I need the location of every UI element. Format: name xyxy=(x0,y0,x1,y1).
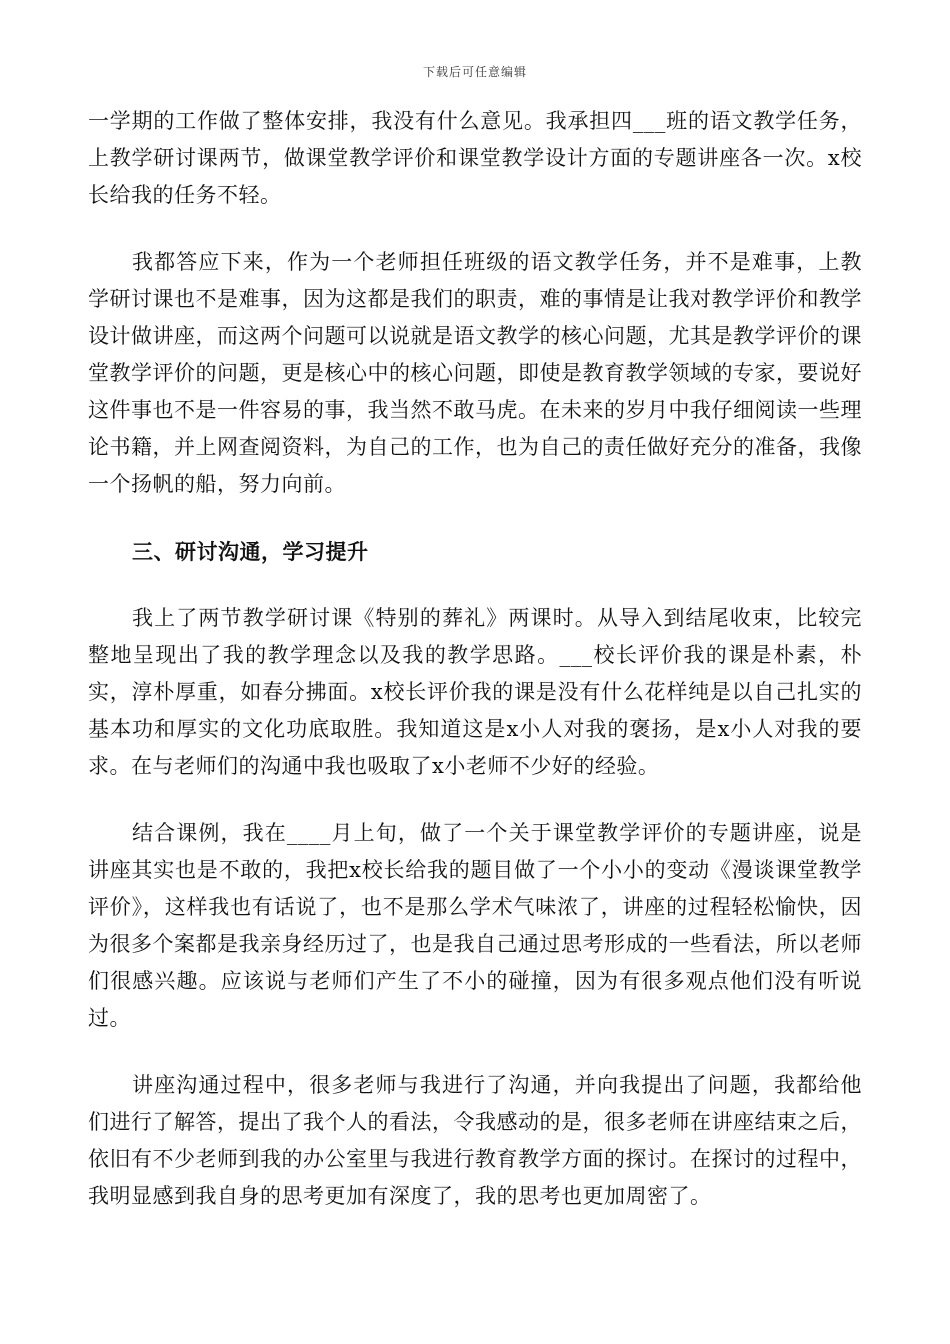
document-body xyxy=(88,103,862,1215)
paragraph: 结合课例，我在____月上旬，做了一个关于课堂教学评价的专题讲座，说是讲座其实也是不敢的，我把x校长给我的题目做了一个小小的变动《漫谈课堂教学评价》，这样我也有话说了，也不是那么学术气味浓了，讲座的过程轻松愉快，因为很多个案都是我亲身经历过了，也是我自己通过思考形成的一些看法，所以老师们很感兴趣。应该说与老师们产生了不小的碰撞，因为有很多观点他们没有听说过。 xyxy=(88,821,862,1030)
paragraph: 讲座沟通过程中，很多老师与我进行了沟通，并向我提出了问题，我都给他们进行了解答，提出了我个人的看法，令我感动的是，很多老师在讲座结束之后，依旧有不少老师到我的办公室里与我进行教育教学方面的探讨。在探讨的过程中，我明显感到我自身的思考更加有深度了，我的思考也更加周密了。 xyxy=(88,1073,862,1208)
paragraph: 我上了两节教学研讨课《特别的葬礼》两课时。从导入到结尾收束，比较完整地呈现出了我的教学理念以及我的教学思路。___校长评价我的课是朴素，朴实，淳朴厚重，如春分拂面。x校长评价我的课是没有什么花样纯是以自己扎实的基本功和厚实的文化功底取胜。我知道这是x小人对我的褒扬，是x小人对我的要求。在与老师们的沟通中我也吸取了x小老师不少好的经验。 xyxy=(88,606,862,778)
paragraph-continuation: 一学期的工作做了整体安排，我没有什么意见。我承担四___班的语文教学任务，上教学研讨课两节，做课堂教学评价和课堂教学设计方面的专题讲座各一次。x校长给我的任务不轻。 xyxy=(88,109,862,207)
page-header: 下载后可任意编辑 xyxy=(422,65,527,79)
paragraph: 我都答应下来，作为一个老师担任班级的语文教学任务，并不是难事，上教学研讨课也不是难事，因为这都是我们的职责，难的事情是让我对教学评价和教学设计做讲座，而这两个问题可以说就是语文教学的核心问题，尤其是教学评价的课堂教学评价的问题，更是核心中的核心问题，即使是教育教学领域的专家，要说好这件事也不是一件容易的事，我当然不敢马虎。在未来的岁月中我仔细阅读一些理论书籍，并上网查阅资料，为自己的工作，也为自己的责任做好充分的准备，我像一个扬帆的船，努力向前。 xyxy=(88,250,862,496)
section-heading: 三、研讨沟通，学习提升 xyxy=(132,539,369,564)
